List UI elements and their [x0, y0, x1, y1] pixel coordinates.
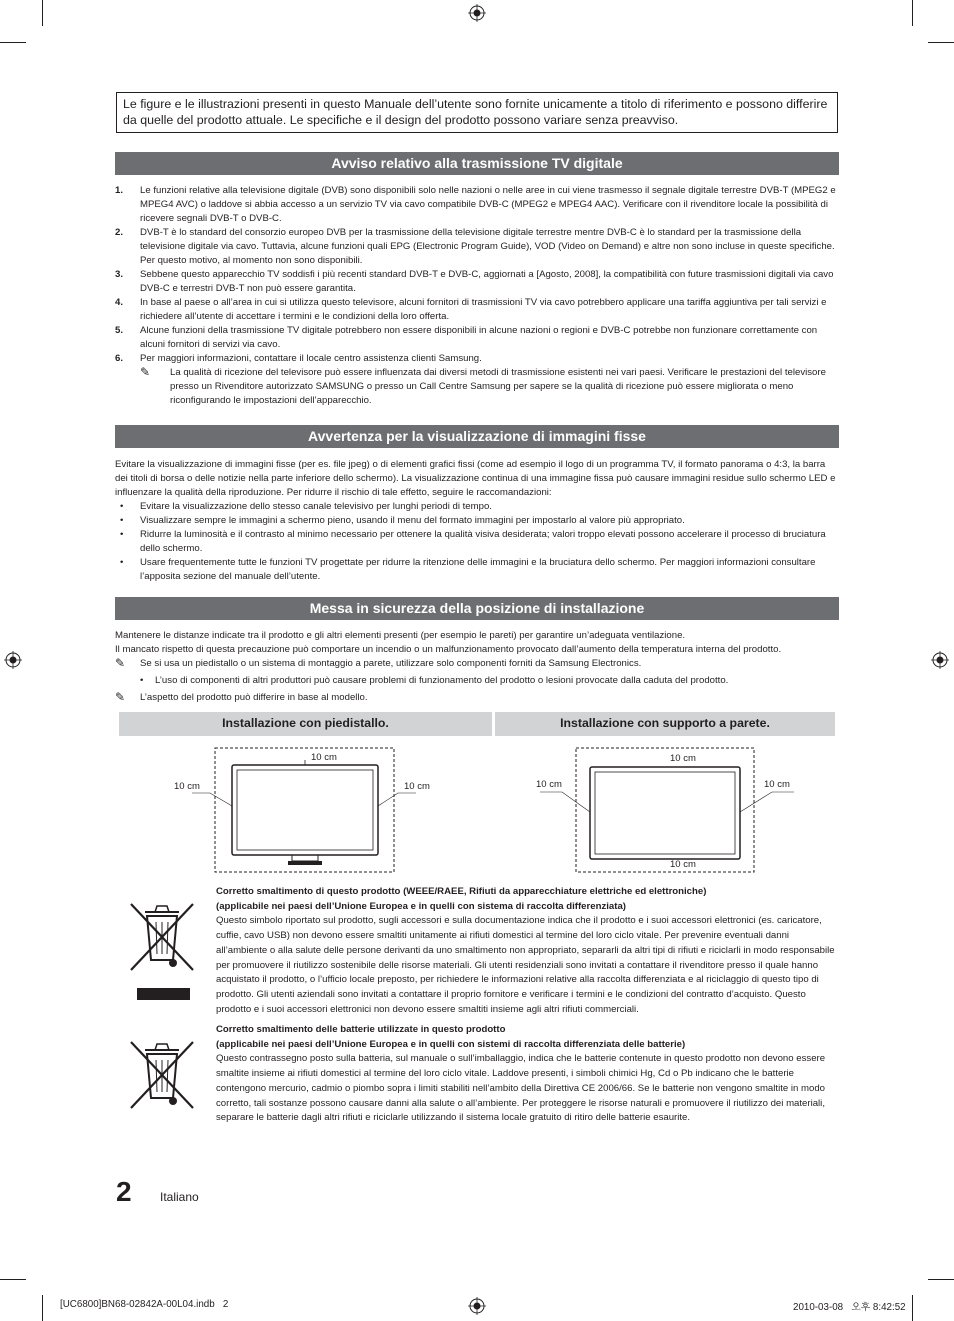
bullet-icon: •	[120, 557, 124, 568]
section-title-installation: Messa in sicurezza della posizione di installazione	[115, 597, 839, 620]
crop-mark	[0, 42, 26, 43]
weee-subtitle: (applicabile nei paesi dell’Unione Europea e in quelli con sistema di raccolta differenziata)	[216, 900, 626, 912]
stand-install-diagram	[170, 740, 440, 875]
crossed-bin-icon	[129, 1036, 195, 1114]
note: ✎ Se si usa un piedistallo o un sistema di montaggio a parete, utilizzare solo componenti forniti da Samsung Electronics.	[115, 656, 642, 670]
list-item: 1. Le funzioni relative alla televisione digitale (DVB) sono disponibili solo nelle nazioni o nelle aree in cui viene trasmesso il segnale digitale terrestre DVB-T (MPEG2 e MPEG4 AVC) o laddove si abbia accesso a un servizio TV via cavo compatibile DVB-C (MPEG2 e MPEG4 AAC). Verificare con il rivenditore locale la possibilità di ricevere segnali DVB-T o DVB-C.	[115, 185, 836, 224]
note: ✎ La qualità di ricezione del televisore può essere influenzata dai diversi metodi di trasmissione esistenti nei vari paesi. Verificare le prestazioni del televisore presso un Rivenditore autorizzato SAMSUNG o presso un Call Centre Samsung per sapere se la qualità di ricezione può essere migliorata o meno riconfigurando le impostazioni dell’apparecchio.	[140, 365, 826, 406]
crop-mark	[928, 42, 954, 43]
list-item: 6. Per maggiori informazioni, contattare il locale centro assistenza clienti Samsung.	[115, 353, 482, 364]
bullet-icon: •	[120, 529, 124, 540]
dimension-label: 10 cm	[670, 753, 696, 764]
wall-install-diagram	[532, 740, 802, 875]
crop-mark	[42, 0, 43, 26]
list-item: 5. Alcune funzioni della trasmissione TV digitale potrebbero non essere disponibili in alcune nazioni o regioni e DVB-C potrebbe non funzionare correttamente con alcuni fornitori di servizi via cavo.	[115, 325, 818, 350]
list-item: 4. In base al paese o all’area in cui si utilizza questo televisore, alcuni fornitori di trasmissioni TV via cavo potrebbero applicare una tariffa aggiuntiva per tali servizi e richiedere all’utente di accettare i termini e le condizioni della loro offerta.	[115, 297, 827, 322]
crop-mark	[928, 1279, 954, 1280]
registration-mark-icon	[468, 4, 486, 22]
section-title-digital-tv: Avviso relativo alla trasmissione TV digitale	[115, 152, 839, 175]
note: ✎ L’aspetto del prodotto può differire in base al modello.	[115, 690, 368, 704]
registration-mark-icon	[931, 651, 949, 669]
bullet-icon: •	[120, 515, 124, 526]
battery-title: Corretto smaltimento delle batterie utilizzate in questo prodotto	[216, 1024, 506, 1035]
dimension-label: 10 cm	[311, 752, 337, 763]
page-language: Italiano	[160, 1190, 199, 1204]
crop-mark	[0, 1279, 26, 1280]
dimension-label: 10 cm	[670, 859, 696, 870]
dimension-label: 10 cm	[404, 781, 430, 792]
weee-title: Corretto smaltimento di questo prodotto (WEEE/RAEE, Rifiuti da apparecchiature elettriche ed elettroniche)	[216, 886, 707, 897]
weee-notice	[216, 885, 839, 1017]
crop-mark	[912, 0, 913, 26]
crossed-bin-icon	[129, 898, 195, 1002]
bullet-icon: •	[140, 675, 144, 686]
pencil-note-icon: ✎	[115, 690, 126, 704]
list-item: • L’uso di componenti di altri produttori può causare problemi di funzionamento del prodotto o lesioni provocate dalla caduta del prodotto.	[140, 675, 729, 686]
installation-body	[115, 629, 839, 705]
battery-body: Questo contrassegno posto sulla batteria, sul manuale o sull’imballaggio, indica che le batterie contenute in questo prodotto non devono essere smaltite insieme ai rifiuti domestici al termine del loro ciclo vitale. Laddove presenti, i simboli chimici Hg, Cd o Pb indicano che le batterie contengono mercurio, cadmio o piombo sopra i limiti stabiliti nell’ambito della Direttiva CE 2006/66. Se le batterie non vengono smaltite in modo corretto, tali sostanze possono causare danni alla salute o all’ambiente. Per proteggere le risorse naturali e promuovere il riutilizzo dei materiali, separare le batterie dagli altri rifiuti e riciclarle utilizzando il sistema locale gratuito di ritiro delle batterie esaurite.	[216, 1053, 826, 1124]
list-item: • Visualizzare sempre le immagini a schermo pieno, usando il menu del formato immagini per impostarlo al valore più appropriato.	[120, 515, 685, 526]
dimension-label: 10 cm	[536, 779, 562, 790]
list-item: 3. Sebbene questo apparecchio TV soddisfi i più recenti standard DVB-T e DVB-C, aggiornati a [Agosto, 2008], la compatibilità con future trasmissioni digitali via cavo DVB-C e terrestri DVB-T non può essere garantita.	[115, 269, 834, 294]
list-item: 2. DVB-T è lo standard del consorzio europeo DVB per la trasmissione della televisione digitale terrestre mentre DVB-C è lo standard per la trasmissione della televisione digitale via cavo. Tuttavia, alcune funzioni quali EPG (Electronic Program Guide), VOD (Video on Demand) e altre non sono incluse in queste specifiche. Per questo motivo, al momento non sono disponibili.	[115, 227, 835, 266]
section-title-still-images: Avvertenza per la visualizzazione di immagini fisse	[115, 425, 839, 448]
list-item: • Evitare la visualizzazione dello stesso canale televisivo per lunghi periodi di tempo.	[120, 501, 492, 512]
digital-tv-list	[115, 184, 839, 408]
page-number: 2	[116, 1176, 132, 1207]
dimension-label: 10 cm	[174, 781, 200, 792]
registration-mark-icon	[4, 651, 22, 669]
registration-mark-icon	[468, 1297, 486, 1315]
print-slug-date: 2010-03-08 오후 8:42:52	[793, 1302, 906, 1313]
paragraph: Il mancato rispetto di questa precauzione può comportare un incendio o un malfunzionamento provocato dall’aumento della temperatura interna del prodotto.	[115, 644, 782, 655]
disclaimer-box: Le figure e le illustrazioni presenti in questo Manuale dell’utente sono fornite unicamente a titolo di riferimento e possono differire da quelle del prodotto attuale. Le specifiche e il design del prodotto possono variare senza preavviso.	[116, 92, 838, 133]
crop-mark	[912, 1295, 913, 1321]
list-item: • Usare frequentemente tutte le funzioni TV progettate per ridurre la ritenzione delle immagini e la bruciatura dello schermo. Per maggiori informazioni consultare l’apposita sezione del manuale dell’utente.	[120, 557, 816, 582]
battery-subtitle: (applicabile nei paesi dell’Unione Europea e in quelli con sistemi di raccolta differenziata delle batterie)	[216, 1038, 686, 1050]
dimension-label: 10 cm	[764, 779, 790, 790]
wall-install-header: Installazione con supporto a parete.	[495, 712, 835, 736]
paragraph: Mantenere le distanze indicate tra il prodotto e gli altri elementi presenti (per esempio le pareti) per garantire un’adeguata ventilazione.	[115, 630, 686, 641]
still-images-body	[115, 458, 839, 584]
print-slug-file: [UC6800]BN68-02842A-00L04.indb 2	[60, 1299, 229, 1310]
list-item: • Ridurre la luminosità e il contrasto al minimo necessario per ottenere la qualità visiva desiderata; valori troppo elevati possono accelerare il processo di bruciatura dello schermo.	[120, 529, 826, 554]
weee-body: Questo simbolo riportato sul prodotto, sugli accessori e sulla documentazione indica che il prodotto e i suoi accessori elettronici (es. caricatore, cuffie, cavo USB) non devono essere smaltiti unitamente ai rifiuti domestici al termine del loro ciclo vitale. Per prevenire eventuali danni all’ambiente o alla salute delle persone derivanti da uno smaltimento non appropriato, separarli da altri tipi di rifiuti e riciclarli in modo responsabile per promuovere il riutilizzo sostenibile delle risorse materiali. Gli utenti residenziali sono invitati a contattare il rivenditore presso il quale hanno acquistato il prodotto, o l’ufficio locale preposto, per richiedere le informazioni relative alla raccolta differenziata e al riciclaggio di questo tipo di prodotto. Gli utenti aziendali sono invitati a contattare il proprio fornitore e verificare i termini e le condizioni del contratto d’acquisto. Questo prodotto e i suoi accessori elettronici non devono essere smaltiti insieme agli altri rifiuti commerciali.	[216, 915, 835, 1015]
pencil-note-icon: ✎	[115, 656, 126, 670]
paragraph: Evitare la visualizzazione di immagini fisse (per es. file jpeg) o di elementi grafici fissi (come ad esempio il logo di un programma TV, il formato panorama o 4:3, la barra dei titoli di borsa o delle notizie nella parte inferiore dello schermo). La visualizzazione continua di una immagine fissa può causare immagini residue sullo schermo LED e influenzare la qualità della riproduzione. Per ridurre il rischio di tale effetto, seguire le raccomandazioni:	[115, 459, 836, 498]
bullet-icon: •	[120, 501, 124, 512]
pencil-note-icon: ✎	[140, 365, 151, 379]
battery-notice	[216, 1023, 839, 1126]
crop-mark	[42, 1295, 43, 1321]
stand-install-header: Installazione con piedistallo.	[119, 712, 492, 736]
